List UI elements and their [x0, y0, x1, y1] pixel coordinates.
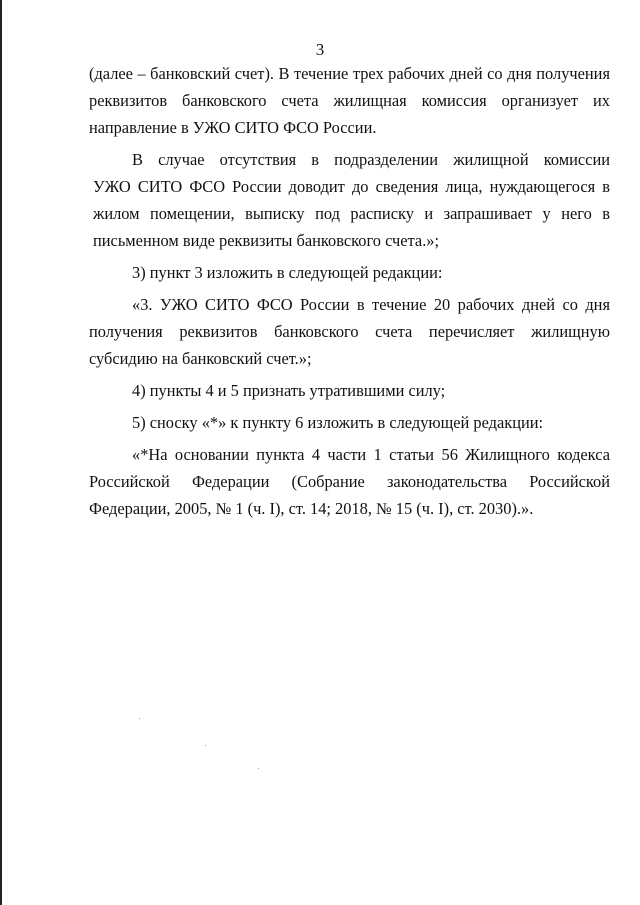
paragraph-2: В случае отсутствия в подразделении жилищной комиссии [132, 150, 610, 169]
paragraph-3: УЖО СИТО ФСО России доводит до сведения лица, нуждающегося в жилом помещении, выписку под расписку и запрашивает у него в письменном виде реквизиты банковского счета.»; [93, 177, 610, 250]
paragraph-1: (далее – банковский счет). В течение трех рабочих дней со дня получения реквизитов банковского счета жилищная комиссия организует их направление в УЖО СИТО ФСО России. [89, 64, 610, 137]
scan-speck [205, 745, 206, 746]
scan-speck [139, 718, 140, 719]
paragraph-6: 4) пункты 4 и 5 признать утратившими силу; [132, 381, 446, 400]
paragraph-5: «3. УЖО СИТО ФСО России в течение 20 рабочих дней со дня получения реквизитов банковского счета перечисляет жилищную субсидию на банковский счет.»; [89, 295, 610, 368]
scan-speck [258, 768, 259, 769]
paragraph-7: 5) сноску «*» к пункту 6 изложить в следующей редакции: [132, 413, 544, 432]
document-body [89, 60, 610, 522]
scan-edge-shadow [0, 0, 2, 905]
paragraph-4: 3) пункт 3 изложить в следующей редакции: [132, 263, 443, 282]
paragraph-8: «*На основании пункта 4 части 1 статьи 56 Жилищного кодекса Российской Федерации (Собрание законодательства Российской Федерации, 2005, № 1 (ч. I), ст. 14; 2018, № 15 (ч. I), ст. 2030).». [89, 445, 610, 518]
page-number: 3 [315, 40, 325, 59]
